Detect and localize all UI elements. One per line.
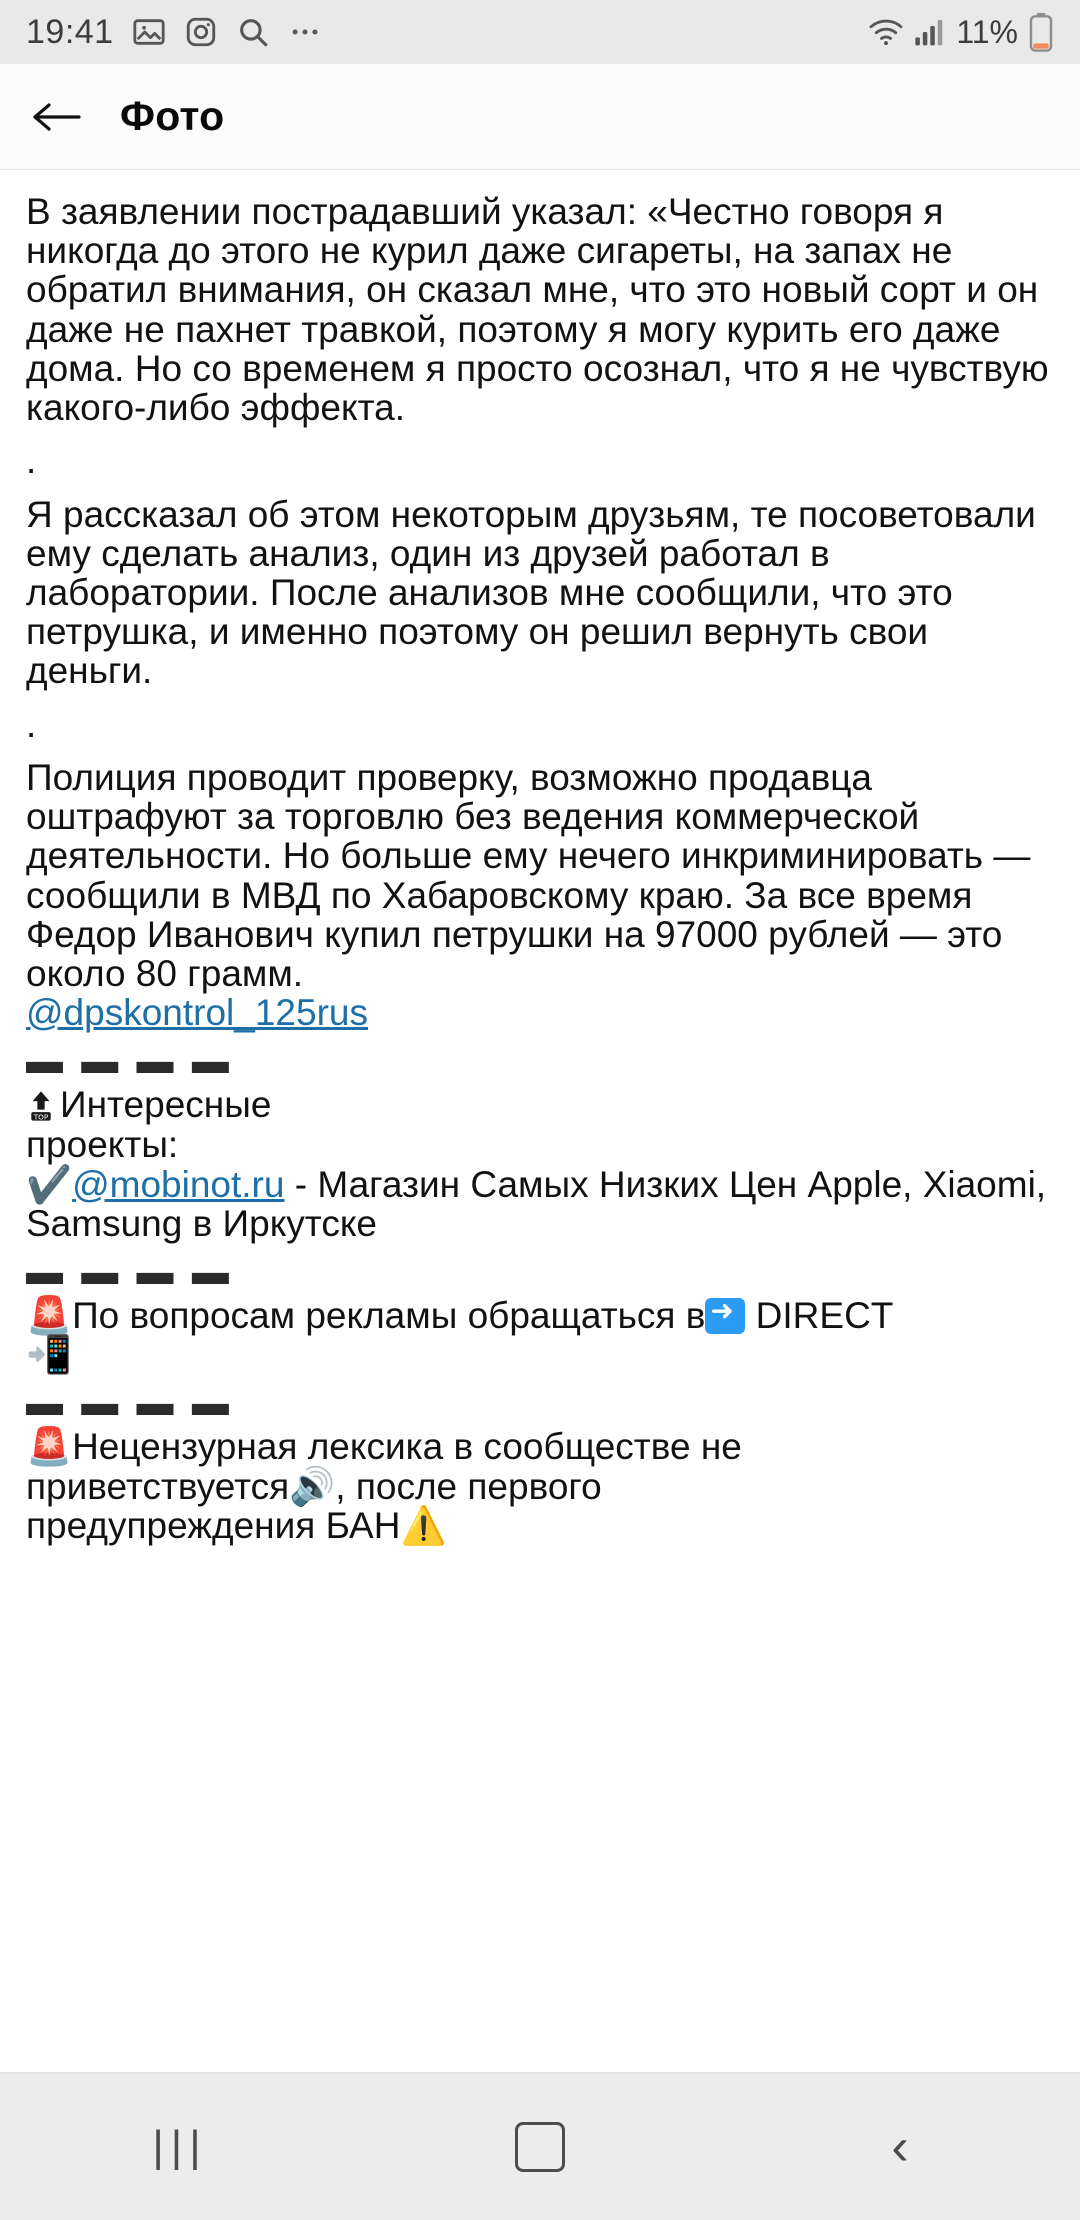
status-bar-left <box>26 13 868 52</box>
more-dots-icon <box>288 15 322 49</box>
post-separator-dot-1: . <box>26 440 37 482</box>
back-chevron-icon: ‹ <box>891 2118 909 2176</box>
projects-heading-text: Интересные <box>60 1084 272 1126</box>
profanity-text-1: Нецензурная лексика в сообществе не <box>72 1426 742 1468</box>
system-nav-bar <box>0 2074 1080 2220</box>
mention-dpskontrol-row <box>26 993 1054 1032</box>
wifi-icon <box>868 17 904 47</box>
svg-text:TOP: TOP <box>33 1112 49 1122</box>
profanity-row-2 <box>26 1464 1054 1508</box>
mention-dpskontrol-link[interactable]: @dpskontrol_125rus <box>26 992 368 1034</box>
nav-recents-button[interactable] <box>100 2097 260 2197</box>
nav-home-button[interactable] <box>460 2097 620 2197</box>
photos-icon <box>132 15 166 49</box>
divider-3: ▬ ▬ ▬ ▬ <box>26 1382 233 1424</box>
profanity-text-2a: приветствуется <box>26 1465 290 1507</box>
signal-icon <box>914 17 946 47</box>
search-icon <box>236 15 270 49</box>
profanity-text-2b: , после первого <box>335 1465 602 1507</box>
ads-text-after: DIRECT <box>745 1295 894 1337</box>
check-mark-icon: ✔️ <box>26 1162 73 1206</box>
battery-icon <box>1028 12 1054 52</box>
divider-2: ▬ ▬ ▬ ▬ <box>26 1251 233 1293</box>
status-bar <box>0 0 1080 64</box>
back-button[interactable] <box>28 89 84 145</box>
instagram-icon <box>184 15 218 49</box>
status-clock: 19:41 <box>26 12 114 51</box>
post-paragraph-3: Полиция проводит проверку, возможно продавца оштрафуют за торговлю без ведения коммерческой деятельности. Но больше ему нечего инкриминировать — сообщили в МВД по Хабаровскому краю. За все время Федор Иванович купил петрушки на 97000 рублей — это около 80 грамм. <box>26 756 1031 994</box>
home-icon <box>515 2122 565 2172</box>
nav-back-button[interactable] <box>820 2097 980 2197</box>
mobile-phone-arrow-icon: 📲 <box>26 1333 73 1377</box>
ads-row <box>26 1294 1054 1338</box>
divider-1: ▬ ▬ ▬ ▬ <box>26 1040 233 1082</box>
siren-icon-2: 🚨 <box>26 1425 73 1469</box>
projects-heading-text-2: проекты: <box>26 1124 179 1166</box>
warning-icon: ⚠️ <box>400 1503 447 1547</box>
loudspeaker-icon: 🔊 <box>289 1464 336 1508</box>
mention-mobinot-link[interactable]: @mobinot.ru <box>72 1163 285 1205</box>
battery-percent-label: 11% <box>956 13 1018 50</box>
profanity-row-3 <box>26 1503 1054 1547</box>
status-bar-right <box>868 12 1054 52</box>
shop-description: - Магазин Самых Низких Цен Apple, Xiaomi, Samsung в Иркутске <box>26 1163 1047 1244</box>
projects-heading-row <box>26 1085 1054 1125</box>
page-title: Фото <box>120 93 225 139</box>
post-paragraph-1: В заявлении пострадавший указал: «Честно говоря я никогда до этого не курил даже сигареты, на запах не обратил внимания, он сказал мне, что это новый сорт и он даже не пахнет травкой, поэтому я могу курить его даже дома. Но со временем я просто осознал, что я не чувствую какого-либо эффекта. <box>26 191 1049 429</box>
right-arrow-icon <box>705 1298 745 1334</box>
ads-text-before: По вопросам рекламы обращаться в <box>72 1295 706 1337</box>
post-separator-dot-2: . <box>26 703 37 745</box>
shop-row <box>26 1162 1054 1244</box>
top-arrow-icon <box>26 1089 60 1125</box>
direct-icon-row <box>26 1333 1054 1377</box>
post-paragraph-2: Я рассказал об этом некоторым друзьям, те посоветовали ему сделать анализ, один из друзей работал в лаборатории. После анализов мне сообщили, что это петрушка, и именно поэтому он решил вернуть свои деньги. <box>26 493 1036 692</box>
app-bar <box>0 64 1080 170</box>
profanity-text-3: предупреждения БАН <box>26 1504 401 1546</box>
post-content[interactable] <box>0 170 1080 2074</box>
recents-icon: ||| <box>152 2122 208 2171</box>
siren-icon: 🚨 <box>26 1294 73 1338</box>
profanity-row-1 <box>26 1425 1054 1469</box>
